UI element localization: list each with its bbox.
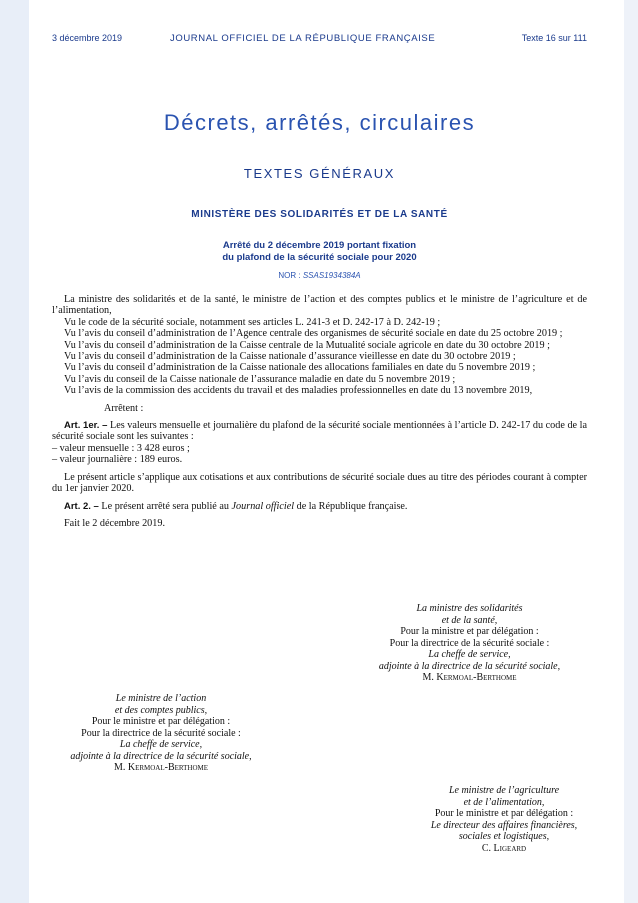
sig2-line4: Pour la directrice de la sécurité sociale : bbox=[81, 727, 241, 739]
section-title: Décrets, arrêtés, circulaires bbox=[163, 110, 476, 135]
sig2-name: M. Kermoal-Berthome bbox=[113, 762, 209, 773]
visa-7: Vu l’avis de la commission des accidents du travail et des maladies professionnelles en date du 13 novembre 2019, bbox=[64, 385, 533, 397]
visa-6: Vu l’avis du conseil de la Caisse nationale de l’assurance maladie en date du 5 novembre 2019 ; bbox=[64, 373, 456, 385]
sig1-line1: La ministre des solidarités bbox=[416, 603, 523, 614]
decree-title-line1: Arrêté du 2 décembre 2019 portant fixation bbox=[222, 240, 417, 251]
sig3-line5: sociales et logistiques, bbox=[458, 831, 550, 842]
right-margin-band bbox=[624, 0, 638, 903]
sig1-line6: adjointe à la directrice de la sécurité sociale, bbox=[378, 660, 561, 672]
done-line: Fait le 2 décembre 2019. bbox=[64, 517, 165, 529]
sig1-line3: Pour la ministre et par délégation : bbox=[400, 626, 539, 637]
article-2-text-b: de la République française. bbox=[296, 500, 408, 512]
sig2-line1: Le ministre de l’action bbox=[115, 693, 207, 704]
page-header bbox=[52, 33, 587, 47]
sig3-line4: Le directeur des affaires financières, bbox=[430, 819, 578, 831]
article-2 bbox=[52, 501, 587, 512]
subsection-title: TEXTES GÉNÉRAUX bbox=[243, 166, 396, 181]
sig1-line5: La cheffe de service, bbox=[428, 649, 511, 660]
intro-paragraph: La ministre des solidarités et de la santé, le ministre de l’action et des comptes publics et le ministre de l’agriculture et de l’alimentation, bbox=[52, 294, 587, 317]
sig2-line3: Pour le ministre et par délégation : bbox=[91, 716, 231, 727]
header-text-ref: Texte 16 sur 111 bbox=[521, 33, 587, 43]
article-2-label: Art. 2. – bbox=[64, 500, 99, 512]
article-1-label: Art. 1er. – bbox=[64, 420, 108, 432]
article-1-application: Le présent article s’applique aux cotisations et aux contributions de sécurité sociale dues au titre des périodes courant à compter du 1er janvier 2020. bbox=[52, 471, 587, 495]
nor-label: NOR : bbox=[278, 271, 301, 280]
article-1-text: Les valeurs mensuelle et journalière du plafond de la sécurité sociale mentionnées à l’article D. 242-17 du code de la sécurité sociale sont les suivantes : bbox=[52, 420, 587, 443]
signature-block-agriculture bbox=[409, 785, 599, 854]
sig3-line3: Pour le ministre et par délégation : bbox=[434, 808, 574, 819]
visa-5: Vu l’avis du conseil d’administration de la Caisse nationale des allocations familiales en date du 5 novembre 2019 ; bbox=[64, 362, 536, 374]
decree-title bbox=[52, 240, 587, 264]
sig3-line1: Le ministre de l’agriculture bbox=[448, 785, 560, 796]
left-margin-band bbox=[0, 0, 29, 903]
value-item-daily: – valeur journalière : 189 euros. bbox=[52, 454, 183, 466]
sig3-name: C. Ligeard bbox=[481, 842, 527, 854]
sig1-line2: et de la santé, bbox=[441, 614, 498, 626]
visa-1: Vu le code de la sécurité sociale, notamment ses articles L. 241-3 et D. 242-17 à D. 242-19 ; bbox=[64, 316, 441, 328]
visa-3: Vu l’avis du conseil d’administration de la Caisse centrale de la Mutualité sociale agricole en date du 30 octobre 2019 ; bbox=[64, 339, 550, 351]
header-date: 3 décembre 2019 bbox=[52, 33, 123, 43]
sig1-line4: Pour la directrice de la sécurité sociale : bbox=[389, 637, 550, 649]
signature-block-public-accounts bbox=[52, 693, 270, 774]
nor-code: SSAS1934384A bbox=[302, 271, 361, 280]
visa-2: Vu l’avis du conseil d’administration de l’Agence centrale des organismes de sécurité sociale en date du 25 octobre 2019 ; bbox=[64, 328, 563, 340]
signature-block-health bbox=[342, 603, 597, 684]
article-1 bbox=[52, 420, 587, 443]
sig3-line2: et de l’alimentation, bbox=[463, 796, 545, 808]
header-journal: JOURNAL OFFICIEL DE LA RÉPUBLIQUE FRANÇAISE bbox=[170, 33, 436, 44]
value-item-monthly: – valeur mensuelle : 3 428 euros ; bbox=[52, 442, 190, 454]
decree-body bbox=[52, 294, 587, 529]
nor-reference bbox=[52, 271, 587, 280]
article-2-journal: Journal officiel bbox=[231, 500, 295, 512]
article-2-text-a: Le présent arrêté sera publié au bbox=[101, 500, 229, 512]
decree-title-line2: du plafond de la sécurité sociale pour 2020 bbox=[222, 252, 417, 263]
ministry-heading: MINISTÈRE DES SOLIDARITÉS ET DE LA SANTÉ bbox=[191, 209, 448, 220]
sig2-line6: adjointe à la directrice de la sécurité sociale, bbox=[70, 750, 252, 762]
sig1-name: M. Kermoal-Berthome bbox=[422, 672, 517, 683]
sig2-line5: La cheffe de service, bbox=[119, 739, 203, 750]
arretent-line: Arrêtent : bbox=[104, 402, 144, 414]
visa-4: Vu l’avis du conseil d’administration de la Caisse nationale d’assurance vieillesse en date du 30 octobre 2019 ; bbox=[64, 351, 516, 363]
sig2-line2: et des comptes publics, bbox=[114, 704, 208, 716]
